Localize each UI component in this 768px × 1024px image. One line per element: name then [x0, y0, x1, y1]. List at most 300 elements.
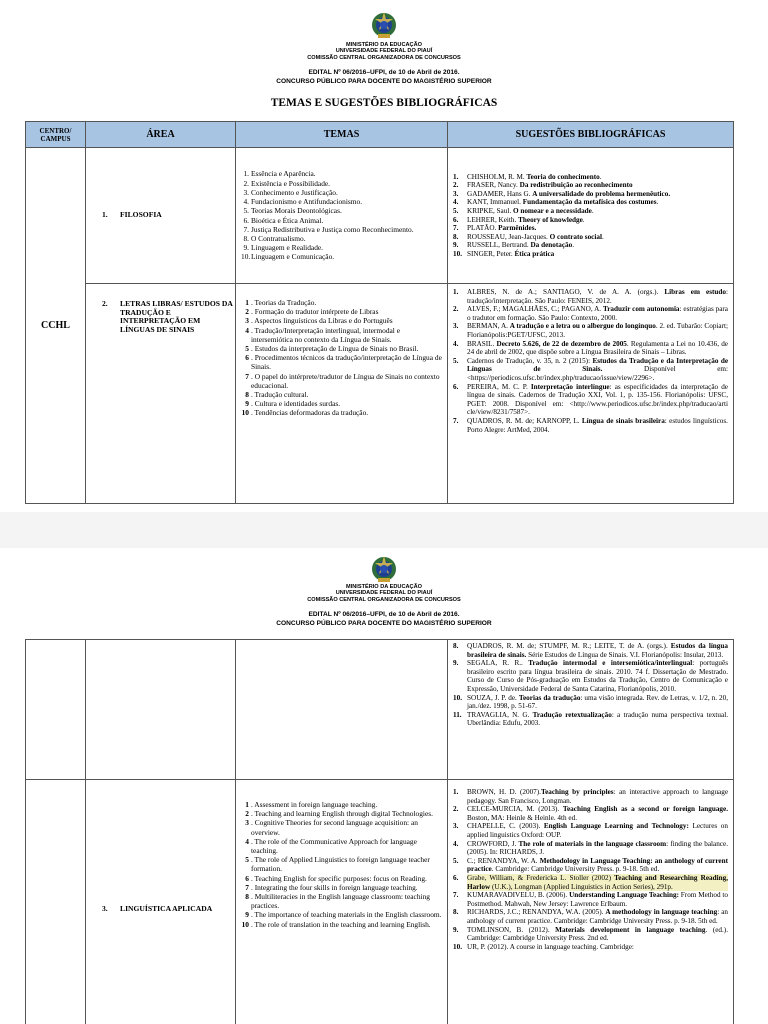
- reference-item: [453, 857, 728, 874]
- tema-item: [241, 316, 442, 325]
- reference-number: 5.: [453, 356, 459, 365]
- reference-title: Materials development in language teaching: [555, 925, 706, 934]
- reference-number: 2.: [453, 181, 459, 190]
- tema-text: . Teorias da Tradução.: [251, 298, 317, 307]
- temas-cell: [236, 640, 448, 780]
- reference-author: SOUZA, J. P. de.: [467, 693, 519, 702]
- reference-author: FRASER, Nancy.: [467, 181, 520, 190]
- tema-item: [241, 206, 442, 215]
- reference-number: 1.: [453, 172, 459, 181]
- reference-text: [467, 224, 728, 233]
- reference-text: [467, 181, 728, 190]
- reference-text: [467, 207, 728, 216]
- tema-text: . Tradução/Interpretação interlingual, intermodal e intersemiótica no contexto da Língua de Sinais.: [251, 325, 400, 344]
- tema-number: 2: [245, 809, 249, 819]
- reference-details: (U.K.), Longman (Applied Linguistics in Action Series), 291p.: [490, 882, 673, 891]
- reference-text: [467, 190, 728, 199]
- reference-details: .: [591, 206, 594, 215]
- reference-details: .: [572, 241, 575, 250]
- reference-title: Theory of knowledge: [518, 215, 583, 224]
- reference-item: [453, 926, 728, 943]
- reference-number: 7.: [453, 416, 459, 425]
- reference-text: [467, 250, 728, 259]
- reference-title: Da redistribuição ao reconhecimento: [519, 181, 633, 190]
- tema-text: Conhecimento e Justificação.: [251, 187, 338, 197]
- reference-details: : as especificidades da interpretação de língua de sinais. Cadernos de Tradução XXI, Vol. 1, p. 135-156. Florianópolis: UFSC, PGET: 2008. Disponível em: <http://www.periodicos.ufsc.br/index.php/traducao/arti cle/view/8231/7587>.: [467, 382, 728, 417]
- tema-number: 6.: [243, 215, 249, 225]
- tema-number: 10: [241, 408, 249, 418]
- tema-text: . Formação do tradutor intérprete de Libras: [251, 307, 379, 317]
- reference-details: Boston, MA: Heinle & Heinle. 4th ed.: [467, 813, 577, 822]
- refs-cell: [448, 284, 734, 504]
- reference-item: [453, 659, 728, 693]
- tema-text: . Assessment in foreign language teaching.: [251, 800, 378, 809]
- tema-item: [241, 169, 442, 178]
- tema-item: [241, 800, 442, 809]
- reference-item: [453, 357, 728, 383]
- tema-item: [241, 920, 442, 929]
- area-name: LINGUÍSTICA APLICADA: [120, 904, 213, 914]
- reference-details: Disponível em: <https://periodicos.ufsc.br/index.php/traducao/issue/view/2296>.: [467, 365, 728, 382]
- reference-details: Série Estudos de Língua de Sinais. V.I. Florianópolis: Insular, 2013.: [526, 650, 724, 659]
- reference-author: PLATÃO.: [467, 224, 499, 233]
- reference-author: KUMARAVADIVELU, B. (2006).: [467, 891, 570, 900]
- tema-number: 10: [241, 919, 249, 929]
- tema-number: 5: [245, 344, 249, 354]
- tema-number: 6: [245, 353, 249, 363]
- reference-number: 10.: [453, 693, 462, 702]
- reference-author: RICHARDS, J.C.; RENANDYA, W.A. (2005).: [467, 908, 606, 917]
- tema-number: 1: [245, 800, 249, 809]
- reference-title: A methodology in language teaching: [605, 908, 718, 917]
- tema-text: . Estudos da interpretação de Língua de Sinais no Brasil.: [251, 344, 419, 354]
- reference-author: SEGALA, R. R..: [467, 659, 529, 668]
- tema-number: 5: [245, 855, 249, 865]
- reference-number: 7.: [453, 891, 459, 900]
- tema-text: . Tendências deformadoras da tradução.: [251, 408, 369, 418]
- reference-text: [467, 857, 728, 874]
- refs-list: [453, 173, 728, 259]
- reference-number: 3.: [453, 822, 459, 831]
- tema-number: 7: [245, 882, 249, 892]
- tema-item: [241, 809, 442, 818]
- tema-item: [241, 179, 442, 188]
- reference-text: [467, 874, 728, 891]
- reference-text: [467, 659, 728, 693]
- reference-item: [453, 908, 728, 925]
- reference-text: [467, 908, 728, 925]
- reference-item: [453, 207, 728, 216]
- reference-text: [467, 216, 728, 225]
- reference-title: Estudos da Tradução e da Interpretação de Línguas de Sinais.: [467, 356, 729, 374]
- tema-item: [241, 225, 442, 234]
- reference-number: 8.: [453, 642, 459, 650]
- tema-text: . Cultura e identidades surdas.: [251, 399, 341, 409]
- temas-table: [25, 121, 734, 504]
- commission-line: COMISSÃO CENTRAL ORGANIZADORA DE CONCURSOS: [307, 596, 461, 603]
- tema-item: [241, 197, 442, 206]
- concurso-line: CONCURSO PÚBLICO PARA DOCENTE DO MAGISTÉRIO SUPERIOR: [276, 77, 492, 85]
- reference-author: BROWN, H. D. (2007).: [467, 788, 541, 796]
- reference-title: A tradução e a letra ou o albergue do longínquo: [509, 322, 656, 331]
- reference-title: Fundamentação da metafísica dos costumes: [522, 198, 657, 207]
- area-name: LETRAS LIBRAS/ ESTUDOS DA TRADUÇÃO E INTERPRETAÇÃO EM LÍNGUAS DE SINAIS: [120, 299, 233, 334]
- reference-number: 9.: [453, 925, 459, 934]
- tema-item: [241, 326, 442, 344]
- tema-item: [241, 234, 442, 243]
- column-header-temas: TEMAS: [236, 122, 448, 148]
- reference-author: C.; RENANDYA, W. A.: [467, 856, 540, 865]
- reference-item: [453, 322, 728, 339]
- reference-title: Ética prática: [514, 249, 555, 258]
- tema-text: Linguagem e Realidade.: [251, 243, 324, 253]
- tema-number: 8: [245, 390, 249, 400]
- reference-number: 8.: [453, 908, 459, 917]
- reference-title: O nomear e a necessidade: [512, 206, 592, 215]
- reference-title: Tradução retextualização: [532, 710, 612, 719]
- reference-author: KRIPKE, Saul.: [467, 206, 513, 215]
- reference-text: [467, 926, 728, 943]
- tema-number: 2.: [243, 178, 249, 188]
- tema-number: 9.: [243, 243, 249, 253]
- area-cell: [86, 148, 236, 284]
- temas-list: [241, 169, 442, 261]
- reference-text: [467, 642, 728, 659]
- reference-item: [453, 190, 728, 199]
- reference-number: 10.: [453, 942, 462, 951]
- reference-text: [467, 805, 728, 822]
- table-row: [26, 284, 734, 504]
- tema-text: . The role of the Communicative Approach for language teaching.: [251, 836, 417, 856]
- tema-item: [241, 399, 442, 408]
- ministry-line: MINISTÉRIO DA EDUCAÇÃO: [346, 584, 422, 590]
- reference-title: Teoria do conhecimento: [526, 172, 600, 181]
- refs-cell: [448, 148, 734, 284]
- tema-item: [241, 372, 442, 390]
- reference-item: [453, 181, 728, 190]
- reference-text: [467, 241, 728, 250]
- ministry-header: [0, 42, 768, 61]
- reference-text: [467, 840, 728, 857]
- reference-number: 1.: [453, 788, 459, 796]
- reference-author: CHAPELLE, C. (2003).: [467, 822, 544, 831]
- tema-text: Existência e Possibilidade.: [251, 178, 331, 188]
- tema-number: 10.: [241, 252, 251, 262]
- reference-title: Parmênides.: [498, 224, 537, 233]
- reference-number: 6.: [453, 382, 459, 391]
- reference-details: : a tradução numa perspectiva textual. Uberlândia: Edufu, 2003.: [467, 710, 729, 728]
- reference-item: [453, 891, 728, 908]
- reference-text: [467, 198, 728, 207]
- page-gap: [0, 512, 768, 548]
- tema-number: 9: [245, 399, 249, 409]
- reference-number: 5.: [453, 206, 459, 215]
- reference-author: ALBRES, N. de A.; SANTIAGO, V. de A. A. (orgs.).: [467, 288, 665, 296]
- reference-title: Interpretação interlíngue: [530, 382, 610, 391]
- refs-list: [453, 642, 728, 728]
- reference-text: [467, 288, 728, 305]
- tema-number: 4: [245, 325, 249, 335]
- tema-number: 9: [245, 910, 249, 920]
- tema-number: 7.: [243, 224, 249, 234]
- temas-list: [241, 298, 442, 418]
- tema-text: Fundacionismo e Antifundacionismo.: [251, 197, 363, 207]
- reference-item: [453, 233, 728, 242]
- tema-number: 6: [245, 873, 249, 883]
- reference-details: . Cambridge: Cambridge University Press. p. 9-18. 5th ed.: [491, 865, 660, 874]
- column-header-centro: CENTRO/ CAMPUS: [26, 122, 86, 148]
- reference-item: [453, 250, 728, 259]
- reference-title: Língua de sinais brasileira: [581, 416, 665, 425]
- reference-number: 1.: [453, 288, 459, 296]
- reference-details: : português brasileiro escrito para língua brasileira de sinais. 2010. 74 f. Dissertação de Mestrado. Curso de Curso de Pós-graduação em Estudos da Tradução, Centro de Comunicação e Expressão, Universidade Federal de Santa Catarina, Florianópolis, 2010.: [467, 659, 728, 693]
- reference-item: [453, 224, 728, 233]
- reference-number: 2.: [453, 805, 459, 814]
- reference-author: RUSSELL, Bertrand.: [467, 241, 531, 250]
- reference-title: Da denotação: [530, 241, 573, 250]
- reference-item: [453, 340, 728, 357]
- tema-number: 3: [245, 818, 249, 828]
- reference-details: . 2. ed. Tubarão: Copiart; Florianópolis:PGET/UFSC, 2013.: [467, 322, 728, 339]
- reference-details: .: [582, 215, 585, 224]
- tema-item: [241, 252, 442, 261]
- tema-number: 1: [245, 298, 249, 307]
- reference-item: [453, 241, 728, 250]
- reference-title: Methodology in Language Teaching: an anthology of current practice: [467, 856, 728, 874]
- reference-number: 9.: [453, 241, 459, 250]
- tema-text: . O papel do intérprete/tradutor de Língua de Sinais no contexto educacional.: [251, 371, 440, 390]
- tema-text: . Tradução cultural.: [251, 390, 309, 400]
- tema-item: [241, 298, 442, 307]
- reference-item: [453, 383, 728, 417]
- reference-text: [467, 943, 728, 952]
- reference-title: Teaching by principles: [540, 788, 614, 796]
- tema-item: [241, 818, 442, 836]
- reference-author: CELCE-MURCIA, M. (2013).: [467, 805, 563, 814]
- tema-text: . Integrating the four skills in foreign language teaching.: [251, 882, 418, 892]
- reference-details: : uma visão integrada. Rev. de Letras, v. 1/2, n. 20, jan./dez. 1998, p. 51-67.: [467, 693, 728, 711]
- reference-number: 4.: [453, 198, 459, 207]
- reference-text: [467, 305, 728, 322]
- tema-number: 3: [245, 316, 249, 326]
- reference-author: Cadernos de Tradução, v. 35, n. 2 (2015):: [467, 356, 593, 365]
- temas-cell: [236, 780, 448, 1024]
- table-row: [26, 780, 734, 1024]
- reference-text: [467, 357, 728, 383]
- reference-details: : estudos linguísticos. Porto Alegre: ArtMed, 2004.: [467, 416, 728, 434]
- centro-cell: [26, 640, 86, 780]
- refs-cell: [448, 640, 734, 780]
- reference-details: . Regulamenta a Lei no 10.436, de 24 de abril de 2002, que dispõe sobre a Língua Brasileira de Sinais – Libras.: [467, 339, 728, 357]
- tema-text: . Aspectos linguísticos da Libras e do Português: [251, 316, 393, 326]
- tema-text: Teorias Morais Deontológicas.: [251, 206, 342, 216]
- reference-item: [453, 788, 728, 805]
- refs-list: [453, 288, 728, 434]
- tema-text: Linguagem e Comunicação.: [251, 252, 335, 262]
- table-header-row: [26, 122, 734, 148]
- tema-number: 5.: [243, 206, 249, 216]
- area-name: FILOSOFIA: [120, 210, 162, 220]
- reference-author: LEHRER, Keith.: [467, 215, 519, 224]
- university-line: UNIVERSIDADE FEDERAL DO PIAUÍ: [335, 48, 433, 55]
- tema-text: . The role of Applied Linguistics to foreign language teacher formation.: [251, 855, 430, 874]
- reference-title: Understanding Language Teaching:: [569, 891, 679, 900]
- temas-cell: [236, 284, 448, 504]
- reference-number: 11.: [453, 710, 462, 719]
- area-cell: [86, 284, 236, 504]
- reference-text: [467, 891, 728, 908]
- reference-number: 3.: [453, 189, 459, 198]
- reference-details: : an interactive approach to language pedagogy. San Francisco, Longman.: [467, 788, 729, 805]
- temas-table-continued: [25, 639, 734, 1024]
- ministry-header: [0, 584, 768, 603]
- column-header-sugestoes: SUGESTÕES BIBLIOGRÁFICAS: [448, 122, 734, 148]
- concurso-line: CONCURSO PÚBLICO PARA DOCENTE DO MAGISTÉRIO SUPERIOR: [276, 619, 492, 627]
- centro-cell: CCHL: [26, 148, 86, 504]
- reference-text: [467, 383, 728, 417]
- reference-author: QUADROS, R. M. de; KARNOPP, L.: [467, 416, 582, 425]
- column-header-area: ÁREA: [86, 122, 236, 148]
- reference-title: Tradução intermodal e intersemiótica/interlingual: [528, 659, 693, 668]
- tema-text: Bioética e Ética Animal.: [251, 215, 324, 225]
- reference-item: [453, 173, 728, 182]
- reference-number: 7.: [453, 224, 459, 233]
- tema-number: 8: [245, 892, 249, 902]
- tema-text: . The importance of teaching materials in the English classroom.: [251, 910, 442, 920]
- reference-text: [467, 822, 728, 839]
- reference-item: [453, 711, 728, 728]
- tema-text: . The role of translation in the teaching and learning English.: [251, 919, 431, 929]
- reference-details: : finding the balance. (2005). In: RICHARDS, J.: [467, 839, 728, 857]
- reference-item: [453, 943, 728, 952]
- reference-text: [467, 417, 728, 434]
- tema-text: . Teaching and learning English through digital Technologies.: [251, 809, 433, 819]
- reference-author: GADAMER, Hans G.: [467, 189, 533, 198]
- tema-item: [241, 855, 442, 873]
- reference-title: Teaching English as a second or foreign language.: [562, 805, 728, 814]
- tema-item: [241, 883, 442, 892]
- reference-item: [453, 694, 728, 711]
- reference-item: [453, 805, 728, 822]
- area-number: 2.: [102, 299, 108, 308]
- tema-text: Essência e Aparência.: [251, 169, 316, 179]
- reference-details: : an anthology of current practice. Cambridge: Cambridge University Press. p. 9-18. 5th ed.: [467, 908, 728, 925]
- reference-number: 8.: [453, 232, 459, 241]
- reference-title: English Language Learning and Technology:: [543, 822, 689, 831]
- reference-title: Estudos da língua brasileira de sinais.: [467, 642, 728, 659]
- area-number: 3.: [102, 904, 108, 914]
- tema-text: Justiça Redistributiva e Justiça como Reconhecimento.: [251, 224, 414, 234]
- tema-number: 7: [245, 371, 249, 381]
- brazil-coat-of-arms-icon: [369, 554, 399, 584]
- tema-item: [241, 243, 442, 252]
- edital-line: EDITAL Nº 06/2016–UFPI, de 10 de Abril de 2016.: [308, 611, 460, 618]
- document-title: TEMAS E SUGESTÕES BIBLIOGRÁFICAS: [270, 97, 498, 109]
- reference-author: TOMLINSON, B. (2012).: [467, 925, 556, 934]
- reference-details: Lectures on applied linguistics Oxford: OUP.: [467, 822, 728, 839]
- edital-header: [0, 69, 768, 86]
- tema-text: . Multiliteracies in the English language classroom: teaching practices.: [251, 892, 430, 911]
- table-row: [26, 148, 734, 284]
- reference-number: 6.: [453, 215, 459, 224]
- reference-title: Decreto 5.626, de 22 de dezembro de 2005: [496, 339, 627, 348]
- reference-details: .: [599, 172, 602, 181]
- reference-text: [467, 322, 728, 339]
- reference-details: From Method to Postmethod. Mahwah, New Jersey: Lawrence Erlbaum.: [467, 891, 728, 908]
- reference-item: [453, 874, 728, 891]
- tema-item: [241, 910, 442, 919]
- commission-line: COMISSÃO CENTRAL ORGANIZADORA DE CONCURSOS: [307, 54, 461, 61]
- tema-item: [241, 390, 442, 399]
- reference-title: Teaching and Researching Reading, Harlow: [467, 873, 729, 891]
- reference-number: 9.: [453, 659, 459, 668]
- tema-number: 4.: [243, 197, 249, 207]
- reference-title: O contrato social: [549, 232, 602, 241]
- tema-item: [241, 408, 442, 417]
- reference-item: [453, 216, 728, 225]
- area-cell: [86, 640, 236, 780]
- brazil-coat-of-arms-icon: [369, 10, 399, 40]
- tema-item: [241, 216, 442, 225]
- reference-author: KANT, Immanuel.: [467, 198, 523, 207]
- tema-item: [241, 307, 442, 316]
- reference-author: QUADROS, R. M. de; STUMPF, M. R.; LEITE, T. de A. (orgs.).: [467, 642, 671, 650]
- reference-author: UR, P. (2012). A course in language teaching. Cambridge:: [467, 942, 634, 951]
- reference-author: Grabe, William, & Fredericka L. Stoller (2002): [467, 873, 615, 882]
- refs-list: [453, 788, 728, 951]
- reference-text: [467, 694, 728, 711]
- ministry-line: MINISTÉRIO DA EDUCAÇÃO: [346, 42, 422, 48]
- reference-item: [453, 642, 728, 659]
- reference-author: TRAVAGLIA, N. G.: [467, 710, 533, 719]
- reference-title: The role of materials in the language classroom: [518, 839, 667, 848]
- tema-text: . Cognitive Theories for second language acquisition: an overview.: [251, 818, 418, 837]
- tema-text: . Teaching English for specific purposes: focus on Reading.: [251, 873, 427, 883]
- reference-text: [467, 711, 728, 728]
- reference-item: [453, 822, 728, 839]
- area-number: 1.: [102, 210, 108, 220]
- reference-item: [453, 417, 728, 434]
- reference-details: .: [656, 198, 659, 207]
- reference-number: 4.: [453, 339, 459, 348]
- reference-author: CHISHOLM, R. M.: [467, 172, 527, 181]
- reference-details: : estratégias para o tradutor em formação. São Paulo: Contexto, 2000.: [467, 305, 728, 322]
- tema-item: [241, 344, 442, 353]
- area-cell: [86, 780, 236, 1024]
- reference-item: [453, 288, 728, 305]
- reference-details: . (ed.). Cambridge: Cambridge University Press. 2nd ed.: [467, 925, 729, 943]
- reference-number: 4.: [453, 839, 459, 848]
- tema-number: 1.: [243, 169, 249, 179]
- tema-text: . Procedimentos técnicos da tradução/interpretação de Língua de Sinais.: [251, 353, 442, 372]
- tema-item: [241, 874, 442, 883]
- centro-cell: [26, 780, 86, 1024]
- reference-number: 10.: [453, 249, 462, 258]
- document-page-2: [0, 548, 768, 1024]
- temas-list: [241, 800, 442, 929]
- reference-author: BRASIL.: [467, 339, 497, 348]
- reference-author: ROUSSEAU, Jean-Jacques.: [467, 232, 550, 241]
- reference-text: [467, 233, 728, 242]
- reference-details: .: [601, 232, 604, 241]
- table-row: [26, 640, 734, 780]
- edital-line: EDITAL Nº 06/2016–UFPI, de 10 de Abril de 2016.: [308, 69, 460, 76]
- tema-item: [241, 892, 442, 910]
- tema-number: 8.: [243, 233, 249, 243]
- tema-number: 3.: [243, 187, 249, 197]
- edital-header: [0, 611, 768, 628]
- reference-author: BERMAN, A.: [467, 322, 510, 331]
